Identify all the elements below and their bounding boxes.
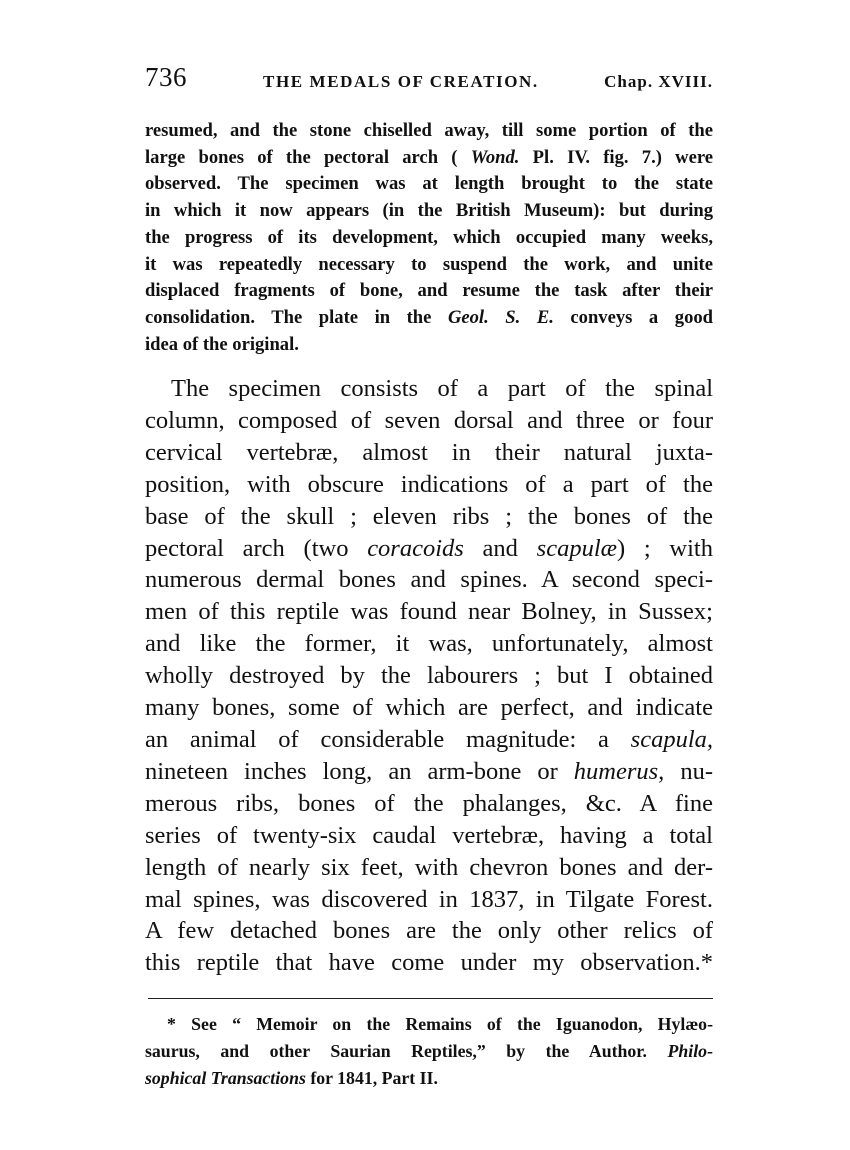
text-line: mal spines, was discovered in 1837, in Tilgate Forest. [145,885,713,913]
text-line: in which it now appears (in the British Museum): but during [145,200,713,222]
text-line: consolidation. The plate in the Geol. S. E. conveys a good [145,306,713,328]
footnote-line: saurus, and other Saurian Reptiles,” by the Author. Philo- [145,1041,713,1061]
text-line: column, composed of seven dorsal and three or four [145,406,713,434]
text-line: idea of the original. [145,333,299,355]
text-line: large bones of the pectoral arch ( Wond. Pl. IV. fig. 7.) were [145,146,713,168]
text-line: displaced fragments of bone, and resume the task after their [145,280,713,302]
text-line: cervical vertebræ, almost in their natural juxta- [145,438,713,466]
paragraph-main [145,373,713,979]
paragraph-continued [145,118,713,358]
text-line: it was repeatedly necessary to suspend the work, and unite [145,253,713,275]
text-line: series of twenty-six caudal vertebræ, having a total [145,821,713,849]
page-number: 736 [145,62,187,92]
footnote-rule [148,998,713,999]
text-line: the progress of its development, which occupied many weeks, [145,226,713,248]
text-line: numerous dermal bones and spines. A second speci- [145,566,713,594]
chapter-reference: Chap. XVIII. [604,72,713,91]
text-line: wholly destroyed by the labourers ; but I obtained [145,662,713,690]
footnote-line: * See “ Memoir on the Remains of the Iguanodon, Hylæo- [167,1014,713,1034]
text-line: pectoral arch (two coracoids and scapulæ) ; with [145,534,713,562]
text-line: position, with obscure indications of a part of the [145,470,713,498]
text-line: length of nearly six feet, with chevron bones and der- [145,853,713,881]
text-line: resumed, and the stone chiselled away, till some portion of the [145,120,713,141]
running-title: THE MEDALS OF CREATION. [263,72,539,91]
text-line: base of the skull ; eleven ribs ; the bones of the [145,502,713,530]
text-line: A few detached bones are the only other relics of [145,917,713,945]
running-head [145,62,713,98]
text-line: and like the former, it was, unfortunately, almost [145,630,713,658]
text-line: observed. The specimen was at length brought to the state [145,173,713,195]
text-line: The specimen consists of a part of the spinal [171,375,713,402]
text-line: an animal of considerable magnitude: a scapula, [145,725,713,753]
text-line: this reptile that have come under my observation.* [145,949,713,977]
footnote [145,1011,713,1092]
text-line: merous ribs, bones of the phalanges, &c. A fine [145,789,713,817]
text-line: men of this reptile was found near Bolney, in Sussex; [145,598,713,626]
footnote-line: sophical Transactions for 1841, Part II. [145,1068,438,1088]
text-line: nineteen inches long, an arm-bone or humerus, nu- [145,757,713,785]
text-line: many bones, some of which are perfect, and indicate [145,694,713,722]
